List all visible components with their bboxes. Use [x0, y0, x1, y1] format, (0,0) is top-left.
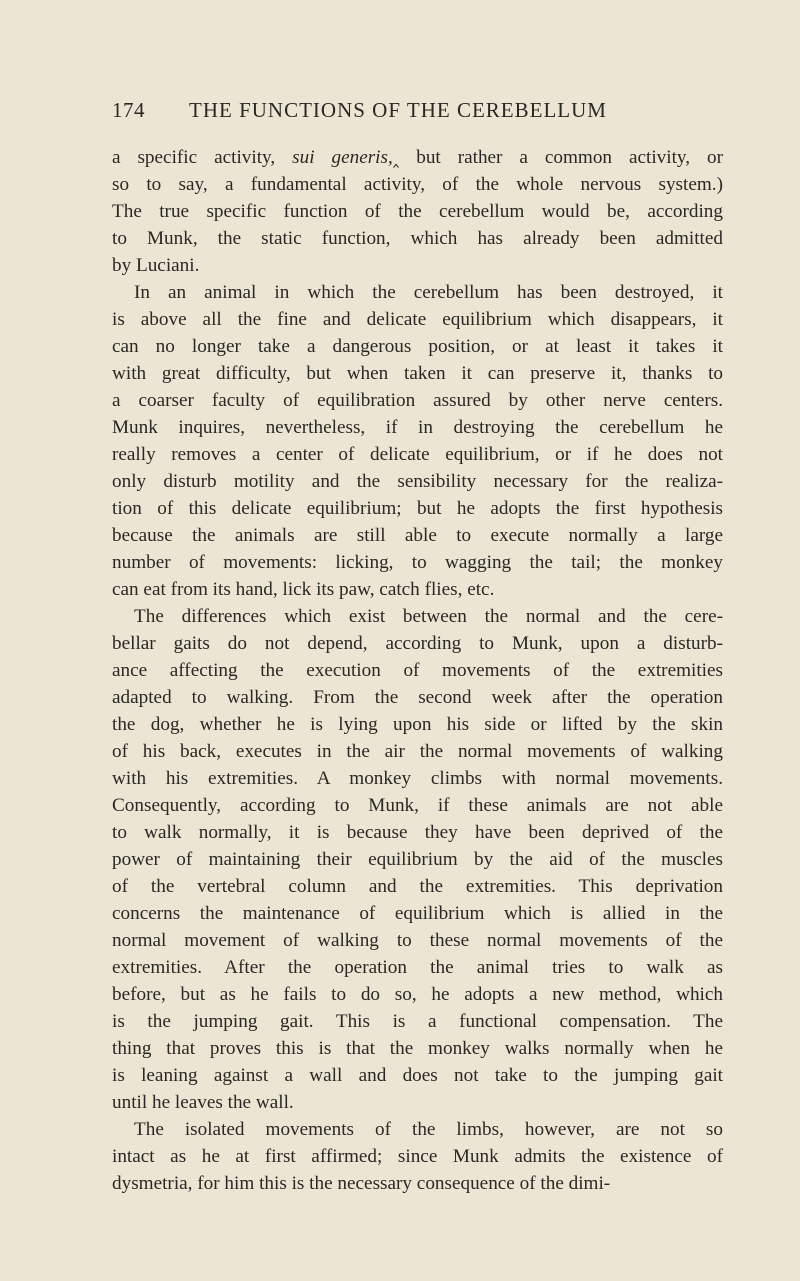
text-run: number of movements: licking, to wagging the tail; the monkey	[112, 552, 723, 573]
text-line	[112, 603, 723, 630]
text-line	[112, 144, 723, 171]
text-line	[112, 819, 723, 846]
text-line	[112, 1062, 723, 1089]
text-run: Munk inquires, nevertheless, if in destroying the cerebellum he	[112, 417, 723, 438]
text-run: before, but as he fails to do so, he adopts a new method, which	[112, 984, 723, 1005]
paragraph	[112, 279, 723, 603]
text-run: thing that proves this is that the monkey walks normally when he	[112, 1038, 723, 1059]
paragraph	[112, 144, 723, 279]
text-run: so to say, a fundamental activity, of the whole nervous system.)	[112, 174, 723, 195]
text-line	[112, 441, 723, 468]
text-run: In an animal in which the cerebellum has been destroyed, it	[134, 282, 723, 303]
text-run: dysmetria, for him this is the necessary consequence of the dimi-	[112, 1173, 611, 1194]
text-line	[112, 1143, 723, 1170]
text-run: ance affecting the execution of movements of the extremities	[112, 660, 723, 681]
text-run: of the vertebral column and the extremities. This deprivation	[112, 876, 723, 897]
text-line	[112, 522, 723, 549]
text-line	[112, 171, 723, 198]
text-run: adapted to walking. From the second week after the operation	[112, 687, 723, 708]
text-line	[112, 981, 723, 1008]
text-line	[112, 414, 723, 441]
text-run: ‸ but rather a common activity, or	[392, 147, 723, 168]
text-line	[112, 792, 723, 819]
paragraph	[112, 1116, 723, 1197]
text-line	[112, 657, 723, 684]
text-line	[112, 1008, 723, 1035]
text-line	[112, 1170, 723, 1197]
text-run: is above all the fine and delicate equilibrium which disappears, it	[112, 309, 723, 330]
text-run: intact as he at first affirmed; since Munk admits the existence of	[112, 1146, 723, 1167]
text-line	[112, 846, 723, 873]
text-line	[112, 900, 723, 927]
page-number: 174	[112, 98, 145, 122]
text-line	[112, 360, 723, 387]
text-line	[112, 333, 723, 360]
text-run: is the jumping gait. This is a functional compensation. The	[112, 1011, 723, 1032]
text-run: by Luciani.	[112, 255, 200, 276]
body-text	[112, 144, 723, 1197]
text-line	[112, 306, 723, 333]
text-run: to Munk, the static function, which has already been admitted	[112, 228, 723, 249]
text-run: Consequently, according to Munk, if these animals are not able	[112, 795, 723, 816]
text-run: is leaning against a wall and does not take to the jumping gait	[112, 1065, 723, 1086]
running-head	[112, 98, 712, 123]
text-run: can eat from its hand, lick its paw, catch flies, etc.	[112, 579, 495, 600]
text-run: the dog, whether he is lying upon his side or lifted by the skin	[112, 714, 723, 735]
text-line	[112, 495, 723, 522]
text-line	[112, 927, 723, 954]
text-run: with his extremities. A monkey climbs with normal movements.	[112, 768, 723, 789]
running-head-title: THE FUNCTIONS OF THE CEREBELLUM	[189, 98, 607, 122]
text-line	[112, 684, 723, 711]
text-line	[112, 873, 723, 900]
text-run: concerns the maintenance of equilibrium which is allied in the	[112, 903, 723, 924]
text-run: normal movement of walking to these normal movements of the	[112, 930, 723, 951]
text-run: a specific activity,	[112, 147, 293, 168]
text-line	[112, 279, 723, 306]
text-run: really removes a center of delicate equilibrium, or if he does not	[112, 444, 723, 465]
text-run: can no longer take a dangerous position, or at least it takes it	[112, 336, 723, 357]
text-line	[112, 468, 723, 495]
text-run: power of maintaining their equilibrium by the aid of the muscles	[112, 849, 723, 870]
text-line	[112, 738, 723, 765]
text-line	[112, 711, 723, 738]
text-line	[112, 765, 723, 792]
text-line	[112, 576, 723, 603]
text-run: with great difficulty, but when taken it can preserve it, thanks to	[112, 363, 723, 384]
text-run: because the animals are still able to execute normally a large	[112, 525, 723, 546]
text-run: extremities. After the operation the animal tries to walk as	[112, 957, 723, 978]
text-line	[112, 549, 723, 576]
text-run: a coarser faculty of equilibration assured by other nerve centers.	[112, 390, 723, 411]
text-run: until he leaves the wall.	[112, 1092, 294, 1113]
text-line	[112, 225, 723, 252]
italic-text: sui generis,	[292, 147, 393, 168]
text-run: tion of this delicate equilibrium; but he adopts the first hypothesis	[112, 498, 723, 519]
text-line	[112, 630, 723, 657]
text-run: only disturb motility and the sensibility necessary for the realiza-	[112, 471, 723, 492]
text-run: to walk normally, it is because they have been deprived of the	[112, 822, 723, 843]
text-run: bellar gaits do not depend, according to Munk, upon a disturb-	[112, 633, 723, 654]
text-line	[112, 252, 723, 279]
text-run: of his back, executes in the air the normal movements of walking	[112, 741, 723, 762]
text-line	[112, 198, 723, 225]
text-run: The differences which exist between the normal and the cere-	[134, 606, 723, 627]
text-line	[112, 387, 723, 414]
paragraph	[112, 603, 723, 1116]
text-line	[112, 1116, 723, 1143]
text-line	[112, 1035, 723, 1062]
text-line	[112, 1089, 723, 1116]
text-run: The isolated movements of the limbs, however, are not so	[134, 1119, 723, 1140]
text-run: The true specific function of the cerebellum would be, according	[112, 201, 723, 222]
text-line	[112, 954, 723, 981]
